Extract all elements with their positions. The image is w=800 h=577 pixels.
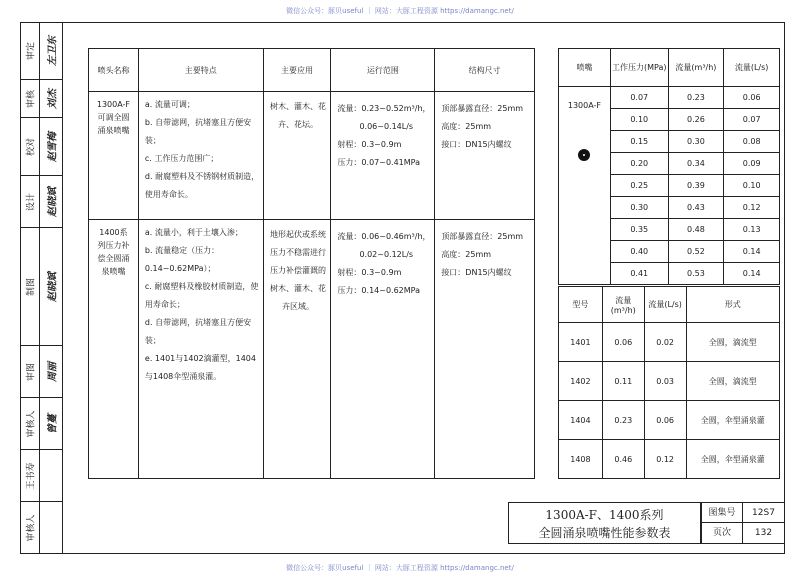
flow-m3h-value: 0.06	[602, 323, 644, 362]
title-line-2: 全圆涌泉喷嘴性能参数表	[538, 526, 671, 540]
header-model: 型号	[559, 287, 603, 323]
table-row	[89, 220, 535, 479]
header-application: 主要应用	[263, 49, 331, 92]
sidebar-label: 王书寿	[26, 461, 36, 490]
feature-item: d. 自带滤网，抗堵塞且方便安装；	[144, 318, 252, 345]
atlas-number: 12S7	[742, 502, 785, 523]
header-flow-m3h: 流量(m³/h)	[668, 49, 724, 87]
model-value: 1408	[559, 440, 603, 479]
sidebar-label: 设计	[26, 192, 36, 211]
feature-item: b. 流量稳定（压力：0.14~0.62MPa）；	[144, 246, 220, 273]
nozzle-name: 1300A-F可调全圆涌泉喷嘴	[96, 100, 131, 135]
atlas-label: 图集号	[701, 502, 743, 523]
header-pressure: 工作压力(MPa)	[610, 49, 668, 87]
sidebar-signature: 左卫东	[47, 35, 59, 66]
structure-cell	[435, 220, 535, 479]
header-flow-ls: 流量(L/s)	[644, 287, 686, 323]
feature-item: e. 1401与1402滴灌型，1404与1408伞型涌泉灌。	[144, 354, 256, 381]
table-row	[89, 92, 535, 220]
range-item: 0.02~0.12L/s	[359, 250, 414, 259]
flow-ls-value: 0.12	[724, 197, 780, 219]
nozzle-model-cell	[559, 87, 611, 285]
type-value: 全圆，滴流型	[686, 323, 779, 362]
sidebar-cell	[20, 450, 62, 502]
range-cell	[331, 220, 435, 479]
table-row	[559, 323, 780, 362]
pressure-value: 0.40	[610, 241, 668, 263]
nozzle-name: 1400系列压力补偿全圆涌泉喷嘴	[97, 228, 130, 276]
sidebar-divider	[62, 22, 63, 554]
pressure-value: 0.25	[610, 175, 668, 197]
flow-ls-value: 0.06	[724, 87, 780, 109]
type-value: 全圆，滴流型	[686, 362, 779, 401]
flow-m3h-value: 0.23	[668, 87, 724, 109]
nozzle-top-icon	[578, 149, 590, 161]
type-value: 全圆，伞型涌泉灌	[686, 401, 779, 440]
header-structure: 结构尺寸	[435, 49, 535, 92]
flow-ls-value: 0.13	[724, 219, 780, 241]
sidebar-label: 审核人	[26, 409, 36, 438]
drawing-title	[508, 502, 701, 544]
structure-item: 高度：25mm	[441, 250, 492, 259]
pressure-value: 0.07	[610, 87, 668, 109]
flow-m3h-value: 0.11	[602, 362, 644, 401]
header-type: 形式	[686, 287, 779, 323]
feature-item: c. 工作压力范围广；	[144, 154, 219, 163]
flow-ls-value: 0.06	[644, 401, 686, 440]
table-row	[559, 401, 780, 440]
pressure-value: 0.35	[610, 219, 668, 241]
flow-ls-value: 0.07	[724, 109, 780, 131]
sidebar-label: 审核人	[26, 514, 36, 542]
flow-m3h-value: 0.30	[668, 131, 724, 153]
sidebar-cell	[20, 502, 62, 554]
header-flow-ls: 流量(L/s)	[724, 49, 780, 87]
flow-ls-value: 0.02	[644, 323, 686, 362]
sidebar-cell	[20, 176, 62, 228]
page-label: 页次	[701, 522, 743, 544]
flow-m3h-value: 0.34	[668, 153, 724, 175]
structure-cell	[435, 92, 535, 220]
watermark-top: 微信公众号：豚贝useful ｜ 网站：大豚工程资源 https://damangc.net/	[286, 7, 514, 15]
structure-item: 接口：DN15内螺纹	[441, 140, 512, 149]
flow-ls-value: 0.08	[724, 131, 780, 153]
flow-m3h-value: 0.43	[668, 197, 724, 219]
application-cell: 地形起伏或系统压力不稳需进行压力补偿灌溉的树木、灌木、花卉区域。	[263, 220, 331, 479]
range-cell	[331, 92, 435, 220]
flow-m3h-value: 0.26	[668, 109, 724, 131]
feature-item: d. 耐腐塑料及不锈钢材质制造，使用寿命长。	[144, 172, 260, 199]
pressure-value: 0.10	[610, 109, 668, 131]
structure-item: 高度：25mm	[441, 122, 492, 131]
range-item: 流量：0.06~0.46m³/h，	[337, 232, 431, 241]
pressure-value: 0.15	[610, 131, 668, 153]
sidebar-label: 制图	[26, 277, 36, 296]
sidebar-cell	[20, 80, 62, 118]
sidebar-cell	[20, 118, 62, 176]
pressure-value: 0.41	[610, 263, 668, 285]
structure-item: 顶部暴露直径：25mm	[441, 232, 524, 241]
range-item: 流量：0.23~0.52m³/h，	[337, 104, 431, 113]
features-cell	[138, 220, 263, 479]
watermark-bottom: 微信公众号：豚贝useful ｜ 网站：大豚工程资源 https://damangc.net/	[286, 564, 514, 572]
header-nozzle: 喷嘴	[559, 49, 611, 87]
model-value: 1402	[559, 362, 603, 401]
feature-item: a. 流量可调；	[144, 100, 195, 109]
structure-item: 接口：DN15内螺纹	[441, 268, 512, 277]
range-item: 压力：0.14~0.62MPa	[337, 286, 421, 295]
table-row	[559, 362, 780, 401]
sidebar-signature: 赵雪梅	[47, 131, 59, 162]
pressure-value: 0.20	[610, 153, 668, 175]
sidebar-signature: 曾蔓	[47, 413, 59, 434]
sidebar-cell	[20, 398, 62, 450]
sidebar-cell	[20, 346, 62, 398]
sidebar-signature: 周丽	[47, 361, 59, 382]
header-range: 运行范围	[331, 49, 435, 92]
range-item: 射程：0.3~0.9m	[337, 140, 402, 149]
flow-ls-value: 0.09	[724, 153, 780, 175]
sidebar-label: 审核	[26, 89, 36, 108]
header-nozzle-name: 喷头名称	[89, 49, 139, 92]
sidebar-cell	[20, 22, 62, 80]
type-value: 全圆，伞型涌泉灌	[686, 440, 779, 479]
model-value: 1404	[559, 401, 603, 440]
flow-m3h-value: 0.46	[602, 440, 644, 479]
sidebar-signature: 刘杰	[47, 88, 59, 109]
range-item: 0.06~0.14L/s	[359, 122, 414, 131]
nozzle-spec-table	[88, 48, 535, 479]
feature-item: a. 流量小，利于土壤入渗；	[144, 228, 243, 237]
pressure-flow-table	[558, 48, 780, 285]
flow-ls-value: 0.14	[724, 241, 780, 263]
flow-m3h-value: 0.53	[668, 263, 724, 285]
flow-ls-value: 0.03	[644, 362, 686, 401]
flow-m3h-value: 0.39	[668, 175, 724, 197]
signature-sidebar	[20, 22, 62, 554]
sidebar-label: 审图	[26, 362, 36, 381]
sidebar-signature: 赵晓斌	[47, 271, 59, 302]
flow-m3h-value: 0.23	[602, 401, 644, 440]
table-row	[559, 440, 780, 479]
nozzle-model: 1300A-F	[567, 101, 602, 110]
feature-item: b. 自带滤网，抗堵塞且方便安装；	[144, 118, 252, 145]
flow-ls-value: 0.14	[724, 263, 780, 285]
sidebar-signature: 赵晓斌	[47, 186, 59, 217]
atlas-info	[701, 502, 785, 544]
title-block	[508, 502, 785, 544]
range-item: 射程：0.3~0.9m	[337, 268, 402, 277]
flow-m3h-value: 0.52	[668, 241, 724, 263]
features-cell	[138, 92, 263, 220]
title-line-1: 1300A-F、1400系列	[545, 508, 664, 522]
sidebar-label: 校对	[26, 137, 36, 156]
flow-ls-value: 0.12	[644, 440, 686, 479]
model-table	[558, 286, 780, 479]
sidebar-cell	[20, 228, 62, 346]
flow-ls-value: 0.10	[724, 175, 780, 197]
feature-item: c. 耐腐塑料及橡胶材质制造，使用寿命长；	[144, 282, 259, 309]
range-item: 压力：0.07~0.41MPa	[337, 158, 421, 167]
page-number: 132	[742, 522, 785, 544]
header-flow-m3h: 流量(m³/h)	[602, 287, 644, 323]
sidebar-label: 审定	[26, 41, 36, 60]
flow-m3h-value: 0.48	[668, 219, 724, 241]
header-features: 主要特点	[138, 49, 263, 92]
pressure-value: 0.30	[610, 197, 668, 219]
model-value: 1401	[559, 323, 603, 362]
application-cell: 树木、灌木、花卉、花坛。	[263, 92, 331, 220]
structure-item: 顶部暴露直径：25mm	[441, 104, 524, 113]
